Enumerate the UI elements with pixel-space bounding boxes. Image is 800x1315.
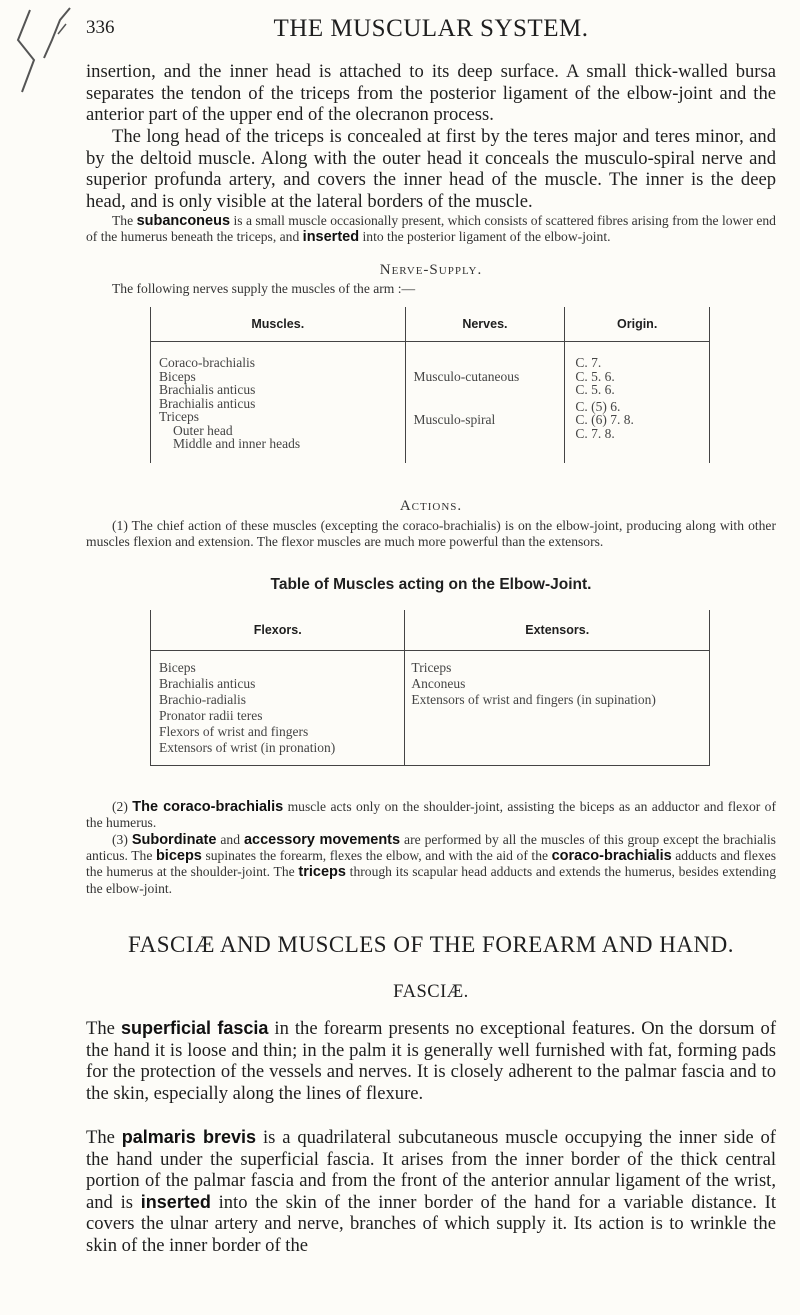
extensor-cell: Triceps [411, 660, 452, 675]
actions-paragraph-3: (3) Subordinate and accessory movements are performed by all the muscles of this group except the brachialis anticus. The biceps supinates the forearm, flexes the elbow, and with the aid of the coraco-brachialis adducts and flexes the humerus at the shoulder-joint. The triceps through its scapular head adducts and extends the humerus, besides extending the elbow-joint. [86, 832, 776, 896]
muscle-cell: Outer head [173, 422, 233, 438]
subanconeus-paragraph: The subanconeus is a small muscle occasionally present, which consists of scattered fibres arising from the lower end of the humerus beneath the triceps, and inserted into the posterior ligament of the elbow-joint. [86, 213, 776, 246]
origin-cell: C. 5. 6. [575, 368, 615, 384]
palmaris-brevis-paragraph: The palmaris brevis is a quadrilateral subcutaneous muscle occupying the inner side of the hand under the superficial fascia. It arises from the inner border of the thick central portion of the palmar fascia and from the front of the anterior annular ligament of the wrist, and is inserted into the skin of the inner border of the hand for a variable distance. It covers the ulnar artery and nerve, branches of which supply it. Its action is to wrinkle the skin of the inner border of the [86, 1127, 777, 1256]
flexor-cell: Flexors of wrist and fingers [159, 724, 309, 739]
extensor-cell: Anconeus [411, 676, 466, 691]
col-header-nerves: Nerves. [405, 307, 565, 342]
nerve-supply-table [150, 307, 710, 463]
origin-cell: C. (6) 7. 8. [575, 412, 634, 427]
elbow-joint-table [150, 610, 710, 766]
flexor-cell: Biceps [159, 660, 196, 675]
muscle-cell: Triceps [159, 409, 200, 424]
nerve-cell: Musculo-cutaneous [413, 369, 520, 384]
muscle-cell: Brachialis anticus [159, 382, 256, 397]
muscle-cell: Middle and inner heads [173, 436, 301, 451]
table-row [151, 342, 710, 397]
intro-paragraph-2: The long head of the triceps is concealed at first by the teres major and teres minor, and by the deltoid muscle. Along with the outer head it conceals the musculo-spiral nerve and superior profunda artery, and covers the inner head of the muscle. The inner is the deep head, and is only visible at the lateral borders of the muscle. [86, 126, 776, 212]
flexor-cell: Pronator radii teres [159, 708, 263, 723]
superficial-fascia-paragraph: The superficial fascia in the forearm presents no exceptional features. On the dorsum of the hand it is loose and thin; in the palm it is generally well furnished with fat, forming pads for the protection of the vessels and nerves. It is closely adherent to the palmar fascia and to the skin, especially along the lines of flexure. [86, 1018, 777, 1104]
origin-cell: C. 5. 6. [575, 382, 615, 397]
muscle-cell: Coraco-brachialis [159, 355, 255, 370]
page-edge-scribble [0, 0, 86, 120]
flexor-cell: Brachio-radialis [159, 692, 246, 707]
col-header-flexors: Flexors. [151, 610, 405, 651]
nerve-supply-intro: The following nerves supply the muscles of the arm :— [112, 281, 416, 296]
elbow-table-title: Table of Muscles acting on the Elbow-Joint. [270, 576, 592, 593]
actions-paragraph-1: (1) The chief action of these muscles (excepting the coraco-brachialis) is on the elbow-joint, producing along with other muscles flexion and extension. The flexor muscles are much more powerful than the extensors. [86, 518, 776, 550]
intro-paragraph-1: insertion, and the inner head is attached to its deep surface. A small thick-walled bursa separates the tendon of the triceps from the posterior ligament of the elbow-joint and the anterior part of the upper end of the olecranon process. [86, 61, 776, 126]
origin-cell: C. (5) 6. [575, 398, 621, 414]
subsection-heading: FASCIÆ. [393, 982, 469, 1002]
origin-cell: C. 7. 8. [575, 425, 615, 441]
running-title: THE MUSCULAR SYSTEM. [273, 15, 589, 42]
table-row [151, 397, 710, 463]
actions-heading: Actions. [399, 498, 463, 514]
extensor-cell: Extensors of wrist and fingers (in supination) [411, 692, 656, 707]
section-heading: FASCIÆ AND MUSCLES OF THE FOREARM AND HAND. [128, 932, 734, 957]
page-number: 336 [86, 17, 115, 38]
origin-cell: C. 7. [575, 355, 602, 370]
muscle-cell: Biceps [159, 368, 196, 384]
table-row [151, 651, 710, 766]
page-header [86, 15, 776, 45]
actions-paragraph-2: (2) The coraco-brachialis muscle acts only on the shoulder-joint, assisting the biceps as an adductor and flexor of the humerus. [86, 799, 776, 831]
nerve-cell: Musculo-spiral [413, 411, 496, 427]
col-header-muscles: Muscles. [151, 307, 406, 342]
flexor-cell: Extensors of wrist (in pronation) [159, 740, 336, 755]
nerve-supply-heading: Nerve-Supply. [379, 262, 483, 278]
col-header-extensors: Extensors. [405, 610, 710, 651]
muscle-cell: Brachialis anticus [159, 395, 256, 411]
flexor-cell: Brachialis anticus [159, 676, 256, 691]
col-header-origin: Origin. [565, 307, 710, 342]
